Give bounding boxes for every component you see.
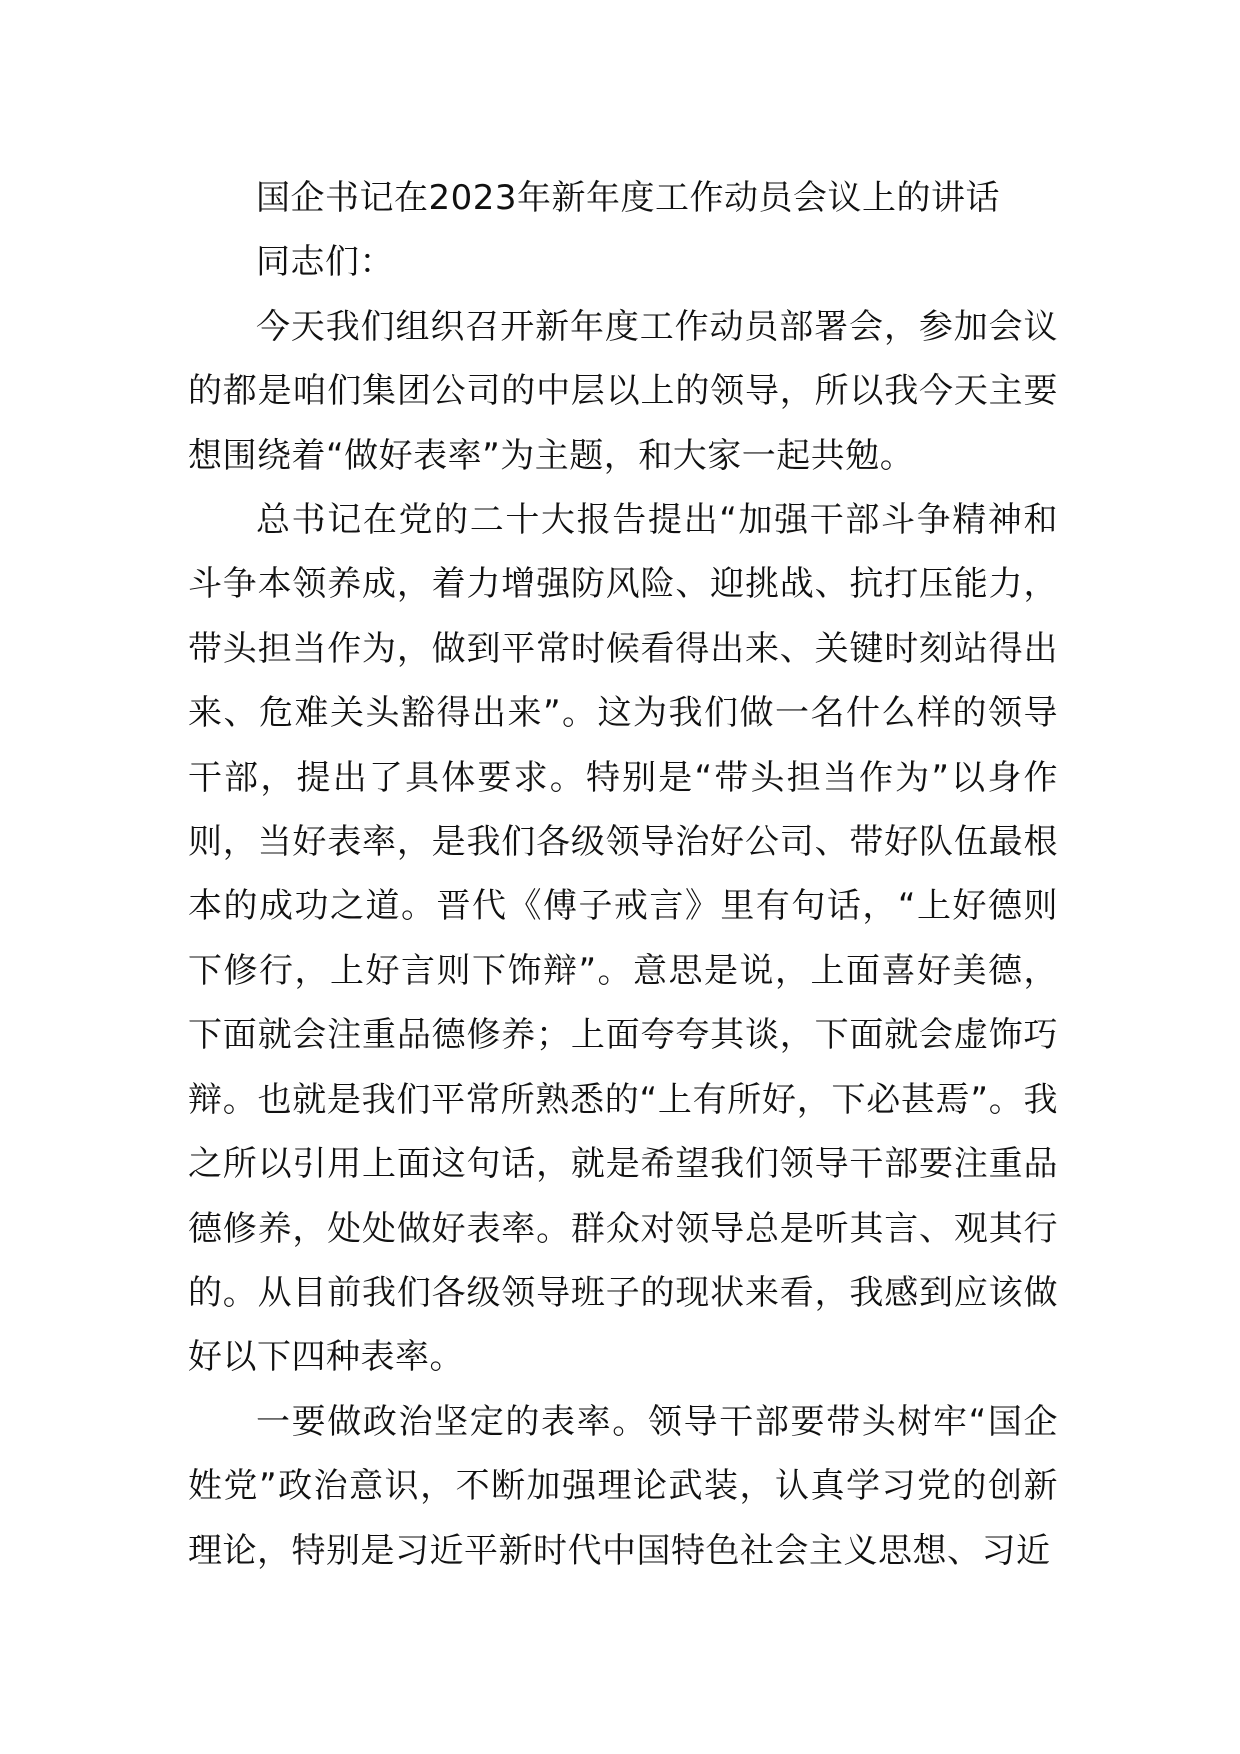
document-title: 国企书记在2023年新年度工作动员会议上的讲话 <box>256 178 1001 218</box>
paragraph-political-model: 一要做政治坚定的表率。领导干部要带头树牢“国企姓党”政治意识，不断加强理论武装，认真学习党的创新理论，特别是习近平新时代中国特色社会主义思想、习近 <box>188 1401 1058 1571</box>
salutation: 同志们： <box>256 242 394 283</box>
paragraph-report-quote: 总书记在党的二十大报告提出“加强干部斗争精神和斗争本领养成，着力增强防风险、迎挑战、抗打压能力，带头担当作为，做到平常时候看得出来、关键时刻站得出来、危难关头豁得出来”。这为我们做一名什么样的领导干部，提出了具体要求。特别是“带头担当作为”以身作则，当好表率，是我们各级领导治好公司、带好队伍最根本的成功之道。晋代《傅子戒言》里有句话，“上好德则下修行，上好言则下饰辩”。意思是说，上面喜好美德，下面就会注重品德修养；上面夸夸其谈，下面就会虚饰巧辩。也就是我们平常所熟悉的“上有所好，下必甚焉”。我之所以引用上面这句话，就是希望我们领导干部要注重品德修养，处处做好表率。群众对领导总是听其言、观其行的。从目前我们各级领导班子的现状来看，我感到应该做好以下四种表率。 <box>188 500 1058 1378</box>
document-body <box>188 166 1058 1583</box>
paragraph-intro: 今天我们组织召开新年度工作动员部署会，参加会议的都是咱们集团公司的中层以上的领导，所以我今天主要想围绕着“做好表率”为主题，和大家一起共勉。 <box>188 306 1058 476</box>
